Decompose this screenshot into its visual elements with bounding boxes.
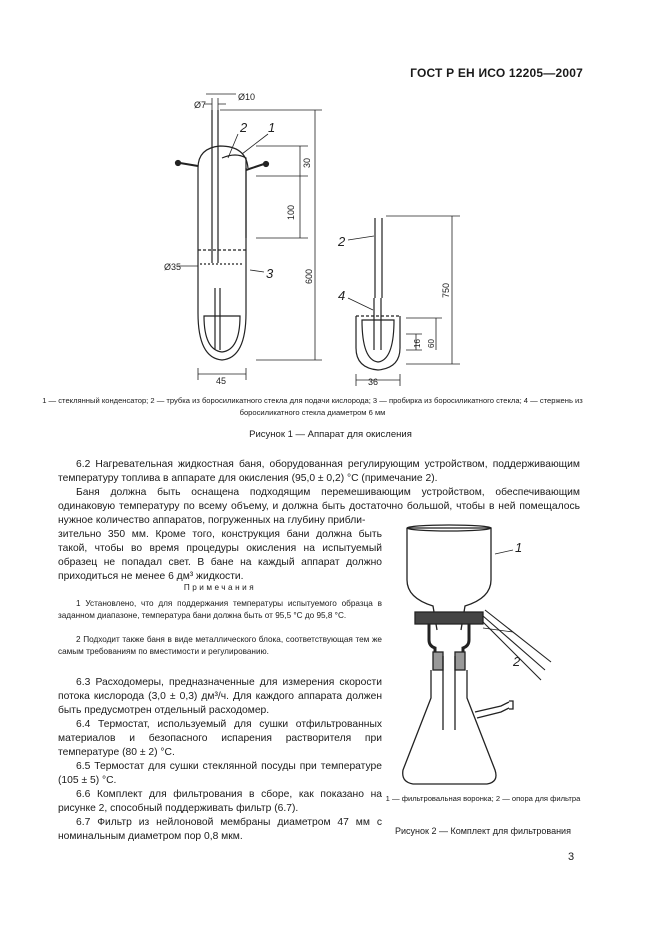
flask-side-arm — [475, 702, 509, 718]
rod — [375, 218, 382, 298]
dim-h16: 16 — [413, 339, 422, 348]
note-1: 1 Установлено, что для поддержания температуры испытуемого образца в заданном диапазоне, температура бани должна быть от 95,5 °С до 95,8 °С. — [58, 599, 382, 620]
figure-2-caption: Рисунок 2 — Комплект для фильтрования — [395, 826, 571, 836]
test-tube-walls — [198, 168, 246, 288]
dim-w36: 36 — [368, 377, 379, 387]
dim-h30: 30 — [302, 157, 312, 168]
stopper-right — [455, 652, 465, 670]
stopper-left — [433, 652, 443, 670]
dim-d35: Ø35 — [164, 262, 182, 272]
figure-2-filtration-assembly — [395, 520, 585, 790]
dim-d7: Ø7 — [194, 100, 207, 110]
figure-1-caption: Рисунок 1 — Аппарат для окисления — [249, 429, 412, 440]
note-2: 2 Подходит также баня в виде металлического блока, соответствующая тем же самым требованиям по вместимости и регулированию. — [58, 635, 382, 656]
paragraph-6-7: 6.7 Фильтр из нейлоновой мембраны диаметром 47 мм с номинальным диаметром пор 0,8 мкм. — [58, 817, 382, 843]
dim-d10: Ø10 — [238, 92, 256, 102]
page-number: 3 — [568, 851, 575, 863]
paragraph-6-6: 6.6 Комплект для фильтрования в сборе, как показано на рисунке 2, способный поддерживать фильтр (6.7). — [58, 789, 382, 815]
dim-h600: 600 — [304, 268, 314, 284]
funnel-stem — [443, 656, 455, 730]
label-4: 4 — [338, 288, 346, 303]
label-2: 2 — [240, 120, 248, 135]
dim-h60: 60 — [427, 339, 436, 348]
figure-1-legend: 1 — стеклянный конденсатор; 2 — трубка из боросиликатного стекла для подачи кислорода; 3 — пробирка из боросиликатного стекла; 4 — стержень из боросиликатного стекла диаметром 6 мм — [42, 396, 583, 417]
flask-body — [403, 670, 496, 784]
tube-bottom — [198, 288, 246, 360]
paragraph-6-3: 6.3 Расходомеры, предназначенные для измерения скорости потока кислорода (3,0 ± 0,3) дм³/ч. Для каждого аппарата должен быть предусмотрен отдельный расходомер. — [58, 677, 382, 717]
notes-heading: Примечания — [183, 583, 257, 592]
paragraph-6-2-bath-wide: Баня должна быть оснащена подходящим перемешивающим устройством, обеспечивающим одинаковую температуру по всему объему, и должна быть достаточно большой, чтобы в ней помещалось нужное количество аппаратов, погруженных на глубину прибли- — [58, 487, 580, 527]
paragraph-6-4: 6.4 Термостат, используемый для сушки отфильтрованных материалов и безопасного испарения растворителя при температуре (80 ± 2) °С. — [58, 719, 382, 759]
paragraph-6-5: 6.5 Термостат для сушки стеклянной посуды при температуре (105 ± 5) °С. — [58, 761, 382, 787]
figure-2-legend: 1 — фильтровальная воронка; 2 — опора для фильтра — [385, 794, 581, 803]
paragraph-6-2-bath-narrow: зительно 350 мм. Кроме того, конструкция бани должна быть такой, чтобы во время процедуры окисления на испытуемый образец не попадал свет. В бане на каждый аппарат должно приходиться не менее 6 дм³ жидкости. — [58, 529, 382, 583]
dim-h100: 100 — [286, 204, 296, 220]
label-3: 3 — [266, 266, 274, 281]
figure-1-oxidation-apparatus — [160, 88, 480, 388]
paragraph-6-2: 6.2 Нагревательная жидкостная баня, оборудованная регулирующим устройством, поддерживающим температуру топлива в аппарате для окисления (95,0 ± 0,2) °С (примечание 2). — [58, 459, 580, 485]
fig2-label-2: 2 — [513, 654, 521, 669]
filter-support-block — [415, 612, 483, 624]
bulb-inner — [204, 316, 240, 352]
fig2-label-1: 1 — [515, 540, 523, 555]
standard-header: ГОСТ Р ЕН ИСО 12205—2007 — [410, 66, 583, 80]
label-2b: 2 — [338, 234, 346, 249]
dim-w45: 45 — [216, 376, 227, 386]
dim-h750: 750 — [441, 282, 451, 298]
oxygen-tube — [212, 110, 218, 263]
condenser-inner — [222, 155, 246, 238]
clamp-arm — [483, 610, 551, 680]
condenser-side-tubes — [180, 163, 264, 170]
label-1: 1 — [268, 120, 276, 135]
